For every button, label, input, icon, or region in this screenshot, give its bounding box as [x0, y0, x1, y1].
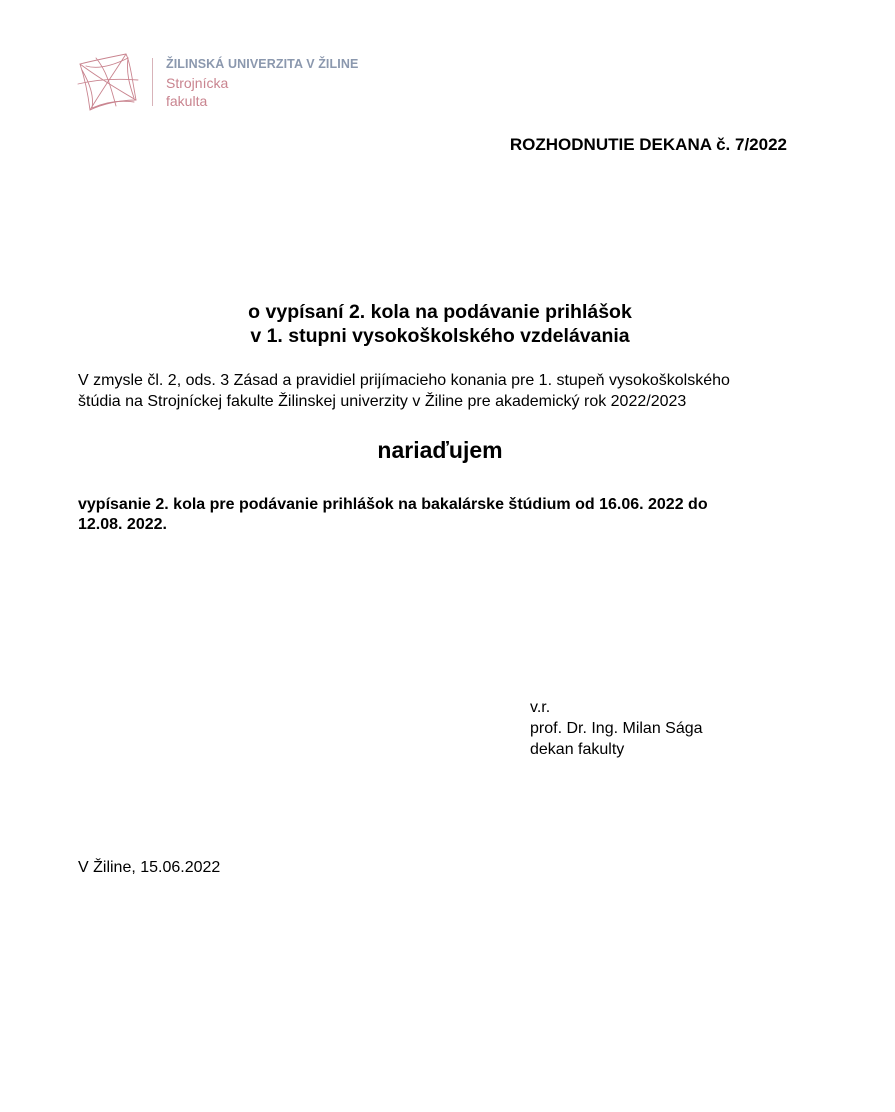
university-name: ŽILINSKÁ UNIVERZITA V ŽILINE — [166, 57, 359, 71]
place-and-date: V Žiline, 15.06.2022 — [78, 859, 221, 876]
preamble-line-1: V zmysle čl. 2, ods. 3 Zásad a pravidiel prijímacieho konania pre 1. stupeň vysokoškolského — [78, 372, 730, 389]
faculty-name-line1: Strojnícka — [166, 75, 229, 91]
decision-title: ROZHODNUTIE DEKANA č. 7/2022 — [509, 135, 787, 154]
logo-divider — [152, 58, 153, 106]
signatory-role: dekan fakulty — [530, 741, 625, 758]
faculty-logo — [76, 50, 376, 114]
signatory-name: prof. Dr. Ing. Milan Sága — [530, 720, 703, 737]
decision-subject — [0, 300, 880, 348]
preamble-line-2: štúdia na Strojníckej fakulte Žilinskej univerzity v Žiline pre akademický rok 2022/2023 — [78, 393, 687, 410]
signature-block — [530, 697, 703, 760]
subject-line-1: o vypísaní 2. kola na podávanie prihlášok — [248, 301, 632, 323]
order-text-line-2: 12.08. 2022. — [78, 516, 167, 533]
faculty-logo-mark-icon — [76, 50, 140, 114]
order-text-line-1: vypísanie 2. kola pre podávanie prihlášok na bakalárske štúdium od 16.06. 2022 do — [78, 496, 708, 513]
subject-line-2: v 1. stupni vysokoškolského vzdelávania — [250, 325, 630, 347]
preamble — [78, 370, 818, 412]
faculty-name-line2: fakulta — [166, 93, 208, 109]
order-text — [78, 495, 818, 535]
order-heading: nariaďujem — [377, 437, 503, 463]
signature-vr: v.r. — [530, 699, 551, 716]
